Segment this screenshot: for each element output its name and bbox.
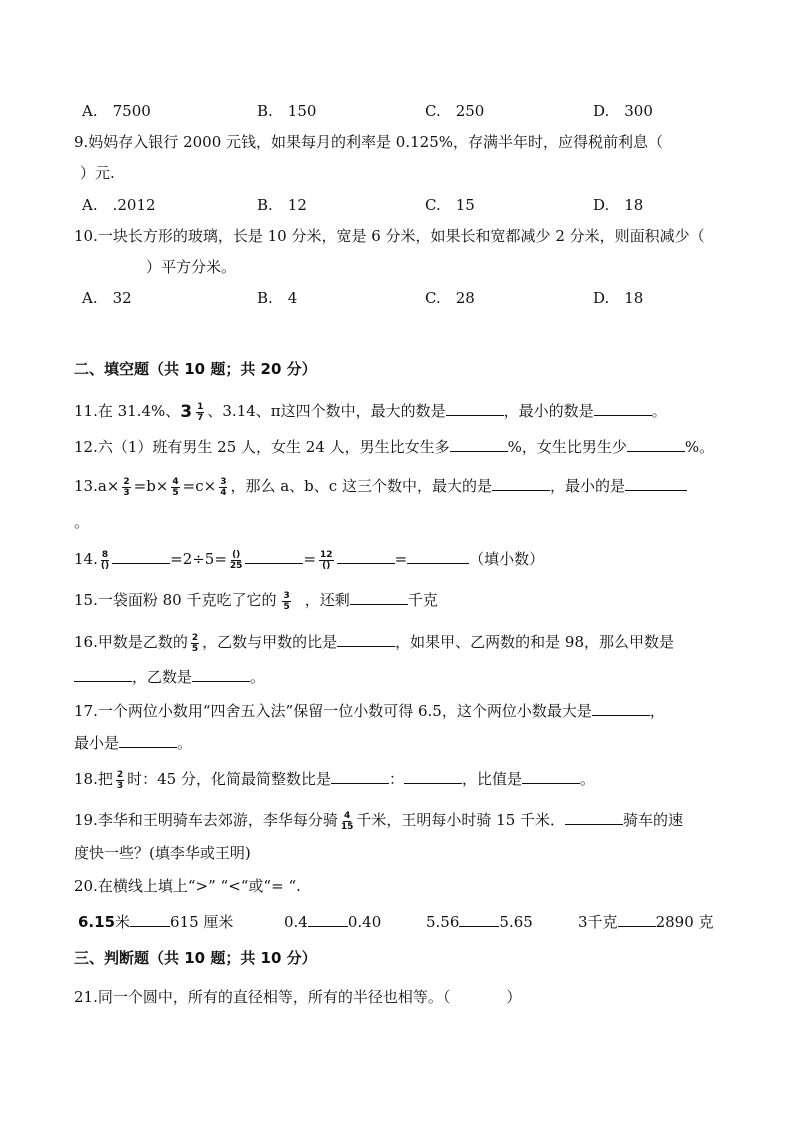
compare-right-value: 615 厘米 [170,913,234,931]
option-c: C. 28 [425,289,475,307]
q16-text: ，如果甲、乙两数的和是 98，那么甲数是 [395,633,674,651]
option-c: C. 15 [425,196,475,214]
question-11 [74,401,667,423]
question-12 [74,437,714,457]
compare-left-value: 5.56 [426,913,460,931]
compare-left-value: 6.15 [78,913,116,931]
q19-fraction [341,811,354,832]
q14-text: =2÷5= [170,550,227,568]
q12-text: 12.六（1）班有男生 25 人，女生 24 人，男生比女生多 [74,438,450,456]
q18-text: 时：45 分，化简最简整数比是 [127,770,331,788]
frac-num: () [232,549,241,560]
compare-left-value: 3 [578,913,588,931]
frac-den: 5 [172,487,179,498]
q11-text: 11.在 31.4%、 [74,402,181,420]
q11-num: 1 [197,401,204,412]
question-13-line2: 。 [74,513,90,531]
option-b: B. 4 [257,289,298,307]
q12-text: %。 [684,438,715,456]
answer-blank[interactable] [565,810,623,825]
q13-fraction [219,477,227,498]
q14-text: （填小数） [469,550,545,568]
question-20: 20.在横线上填上“>” “<“或“= “. [74,877,301,895]
answer-blank[interactable] [522,769,580,784]
q16-text: 16.甲数是乙数的 [74,633,188,651]
answer-blank[interactable] [308,912,348,927]
q13-text: 13.a× [74,477,120,495]
q11-text: 、3.14、π这四个数中，最大的数是 [207,402,446,420]
answer-blank[interactable] [130,912,170,927]
answer-blank[interactable] [594,401,652,416]
option-b: B. 150 [257,102,317,120]
frac-den: 15 [340,821,354,832]
q13-fraction [122,477,130,498]
question-17 [74,701,665,721]
q19-text: 千米，王明每小时骑 15 千米． [356,811,566,829]
q19-text: 骑车的速 [623,811,684,829]
q16-fraction [191,633,199,654]
frac-den: 5 [191,643,199,654]
q11-den: 7 [197,412,204,423]
compare-item [426,912,533,932]
q21-text: ） [506,988,522,1006]
question-15 [74,590,438,612]
answer-blank[interactable] [112,549,170,564]
answer-blank[interactable] [407,549,469,564]
answer-blank[interactable] [245,549,303,564]
q16-text: ，乙数与甲数的比是 [202,633,338,651]
compare-item [578,912,714,932]
frac-den: 4 [220,487,227,498]
frac-num: 8 [101,549,109,560]
answer-blank[interactable] [450,437,508,452]
q14-text: = [394,550,408,568]
answer-blank[interactable] [492,476,550,491]
q13-text: =c× [182,477,217,495]
question-9-line2: ）元. [80,164,115,182]
answer-blank[interactable] [618,912,656,927]
q16-text: 。 [250,668,266,686]
question-14 [74,549,544,571]
question-18 [74,769,595,791]
answer-blank[interactable] [625,476,687,491]
compare-left-unit: 千克 [587,913,618,931]
question-16 [74,632,674,654]
compare-right-value: 2890 克 [655,913,714,931]
option-b: B. 12 [257,196,307,214]
answer-blank[interactable] [459,912,499,927]
compare-item [284,912,381,932]
answer-blank[interactable] [119,733,177,748]
answer-blank[interactable] [337,632,395,647]
answer-blank[interactable] [350,590,408,605]
q15-text: 15.一袋面粉 80 千克吃了它的 [74,591,277,609]
option-d: D. 18 [593,196,644,214]
option-d: D. 300 [593,102,653,120]
q15-fraction [282,591,290,612]
q18-fraction [116,770,124,791]
q12-text: %，女生比男生少 [507,438,627,456]
answer-blank[interactable] [74,667,132,682]
frac-den: 3 [116,780,124,791]
frac-num: 4 [172,476,179,487]
frac-num: 2 [123,476,130,487]
q17-text: 17.一个两位小数用“四舍五入法”保留一位小数可得 6.5，这个两位小数最大是 [74,702,592,720]
q14-fraction [101,550,109,571]
q17-text: 。 [177,734,193,752]
question-17-line2 [74,733,192,753]
q11-fraction [196,402,204,423]
q14-text: 14. [74,550,98,568]
option-a: A. .2012 [82,196,156,214]
q11-text: ，最小的数是 [503,402,594,420]
frac-num: 12 [320,549,333,560]
q16-text: ，乙数是 [132,668,193,686]
q19-text: 19.李华和王明骑车去郊游，李华每分骑 [74,811,338,829]
answer-blank[interactable] [404,769,462,784]
question-10-line2: ）平方分米。 [146,258,237,276]
q13-text: =b× [133,477,169,495]
answer-blank[interactable] [446,401,504,416]
answer-blank[interactable] [331,769,389,784]
section-3-title: 三、判断题（共 10 题；共 10 分） [74,949,317,967]
q13-text: ，最小的是 [549,477,625,495]
frac-num: 2 [191,632,199,643]
option-a: A. 7500 [82,102,151,120]
q18-text: 18.把 [74,770,113,788]
option-d: D. 18 [593,289,644,307]
question-16-line2 [74,667,265,687]
frac-den: () [100,560,110,571]
answer-blank[interactable] [592,701,650,716]
question-19-line2: 度快一些？(填李华或王明) [74,844,251,862]
q18-text: ，比值是 [462,770,523,788]
frac-num: 4 [343,810,351,821]
answer-blank[interactable] [192,667,250,682]
q21-text: 21.同一个圆中，所有的直径相等，所有的半径也相等。（ [74,988,451,1006]
question-19 [74,810,683,832]
option-c: C. 250 [425,102,485,120]
compare-right-value: 0.40 [347,913,382,931]
q17-text: 最小是 [74,734,120,752]
q13-fraction [171,477,179,498]
q18-text: ： [388,770,404,788]
question-9-line1: 9.妈妈存入银行 2000 元钱，如果每月的利率是 0.125%，存满半年时，应得税前利息（ [74,133,663,151]
answer-blank[interactable] [337,549,395,564]
compare-right-value: 5.65 [499,913,533,931]
q14-text: = [303,550,317,568]
question-21 [74,987,521,1007]
q14-fraction [230,550,243,571]
compare-left-value: 0.4 [284,913,308,931]
q18-text: 。 [580,770,596,788]
frac-den: () [322,560,331,571]
q15-text: ，还剩 [304,591,350,609]
option-a: A. 32 [82,289,132,307]
q13-text: ，那么 a、b、c 这三个数中，最大的是 [230,477,492,495]
frac-den: 25 [229,560,243,571]
compare-left-unit: 米 [115,913,131,931]
question-10-line1: 10.一块长方形的玻璃，长是 10 分米，宽是 6 分米，如果长和宽都减少 2 分米，则面积减少（ [74,227,705,245]
compare-item [78,912,233,932]
answer-blank[interactable] [627,437,685,452]
section-2-title: 二、填空题（共 10 题；共 20 分） [74,360,317,378]
q14-fraction [319,550,334,571]
q15-text: 千克 [407,591,438,609]
frac-num: 3 [220,476,227,487]
q11-text: 。 [651,402,667,420]
q11-whole: 3 [180,402,193,422]
question-13 [74,476,687,498]
frac-num: 3 [283,590,290,601]
q17-text: ， [649,702,665,720]
q11-mixed-number [180,402,207,423]
frac-num: 2 [116,769,124,780]
frac-den: 5 [283,601,290,612]
frac-den: 3 [123,487,130,498]
